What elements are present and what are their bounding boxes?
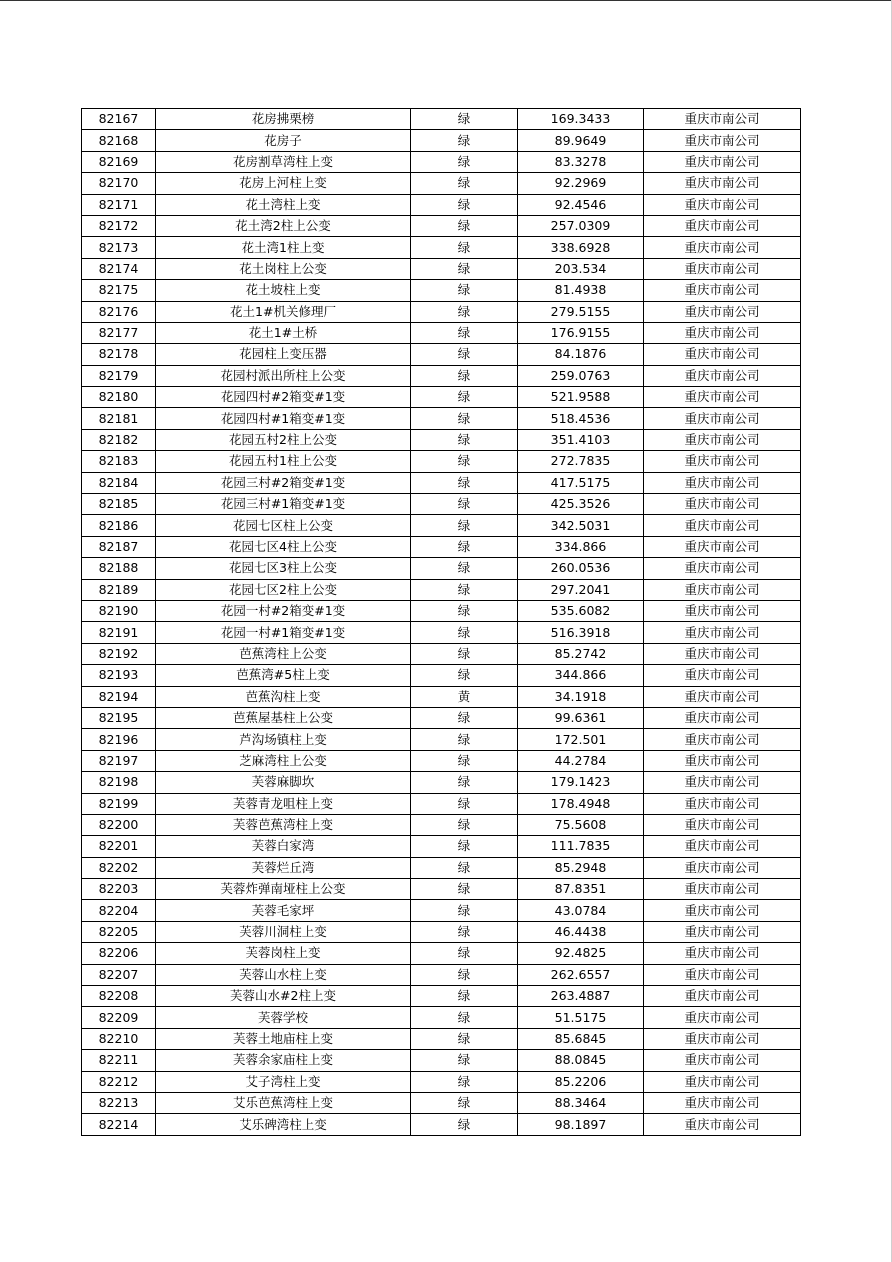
cell-id: 82193 xyxy=(82,665,156,686)
cell-value: 111.7835 xyxy=(518,836,644,857)
cell-name: 芙蓉白家湾 xyxy=(156,836,411,857)
cell-color: 绿 xyxy=(411,1071,518,1092)
cell-id: 82192 xyxy=(82,643,156,664)
table-row xyxy=(82,772,801,793)
cell-value: 46.4438 xyxy=(518,921,644,942)
cell-value: 279.5155 xyxy=(518,301,644,322)
cell-color: 绿 xyxy=(411,793,518,814)
cell-name: 芙蓉余家庙柱上变 xyxy=(156,1050,411,1071)
cell-value: 176.9155 xyxy=(518,322,644,343)
cell-id: 82167 xyxy=(82,109,156,130)
cell-name: 花园柱上变压器 xyxy=(156,344,411,365)
cell-color: 绿 xyxy=(411,280,518,301)
cell-id: 82188 xyxy=(82,558,156,579)
cell-company: 重庆市南公司 xyxy=(644,729,801,750)
cell-company: 重庆市南公司 xyxy=(644,1092,801,1113)
cell-company: 重庆市南公司 xyxy=(644,558,801,579)
table-row xyxy=(82,280,801,301)
cell-color: 绿 xyxy=(411,579,518,600)
cell-id: 82175 xyxy=(82,280,156,301)
cell-name: 芭蕉沟柱上变 xyxy=(156,686,411,707)
cell-company: 重庆市南公司 xyxy=(644,429,801,450)
cell-id: 82197 xyxy=(82,750,156,771)
cell-value: 34.1918 xyxy=(518,686,644,707)
cell-id: 82181 xyxy=(82,408,156,429)
cell-name: 芙蓉青龙咀柱上变 xyxy=(156,793,411,814)
cell-value: 342.5031 xyxy=(518,515,644,536)
cell-company: 重庆市南公司 xyxy=(644,1050,801,1071)
cell-id: 82185 xyxy=(82,494,156,515)
table-row xyxy=(82,665,801,686)
cell-id: 82212 xyxy=(82,1071,156,1092)
cell-company: 重庆市南公司 xyxy=(644,836,801,857)
cell-name: 花土坡柱上变 xyxy=(156,280,411,301)
table-row xyxy=(82,387,801,408)
table-row xyxy=(82,814,801,835)
cell-id: 82184 xyxy=(82,472,156,493)
cell-id: 82177 xyxy=(82,322,156,343)
cell-id: 82176 xyxy=(82,301,156,322)
table-row xyxy=(82,472,801,493)
cell-value: 169.3433 xyxy=(518,109,644,130)
cell-company: 重庆市南公司 xyxy=(644,1028,801,1049)
cell-name: 芭蕉湾柱上公变 xyxy=(156,643,411,664)
cell-name: 芙蓉炸弹南垭柱上公变 xyxy=(156,879,411,900)
cell-color: 绿 xyxy=(411,151,518,172)
cell-id: 82200 xyxy=(82,814,156,835)
table-row xyxy=(82,1092,801,1113)
cell-company: 重庆市南公司 xyxy=(644,301,801,322)
table-row xyxy=(82,237,801,258)
cell-id: 82204 xyxy=(82,900,156,921)
cell-value: 51.5175 xyxy=(518,1007,644,1028)
cell-id: 82187 xyxy=(82,536,156,557)
cell-value: 75.5608 xyxy=(518,814,644,835)
cell-name: 花土湾2柱上公变 xyxy=(156,215,411,236)
table-row xyxy=(82,1050,801,1071)
cell-company: 重庆市南公司 xyxy=(644,258,801,279)
cell-company: 重庆市南公司 xyxy=(644,387,801,408)
cell-company: 重庆市南公司 xyxy=(644,237,801,258)
cell-color: 绿 xyxy=(411,322,518,343)
cell-id: 82195 xyxy=(82,707,156,728)
cell-id: 82169 xyxy=(82,151,156,172)
cell-name: 花园五村2柱上公变 xyxy=(156,429,411,450)
cell-company: 重庆市南公司 xyxy=(644,322,801,343)
cell-value: 518.4536 xyxy=(518,408,644,429)
table-row xyxy=(82,322,801,343)
cell-company: 重庆市南公司 xyxy=(644,686,801,707)
cell-color: 绿 xyxy=(411,814,518,835)
cell-id: 82202 xyxy=(82,857,156,878)
cell-value: 344.866 xyxy=(518,665,644,686)
cell-value: 338.6928 xyxy=(518,237,644,258)
cell-name: 花园七区3柱上公变 xyxy=(156,558,411,579)
cell-color: 黄 xyxy=(411,686,518,707)
cell-value: 85.2742 xyxy=(518,643,644,664)
cell-color: 绿 xyxy=(411,215,518,236)
cell-color: 绿 xyxy=(411,879,518,900)
cell-color: 绿 xyxy=(411,130,518,151)
cell-id: 82210 xyxy=(82,1028,156,1049)
cell-color: 绿 xyxy=(411,707,518,728)
cell-id: 82183 xyxy=(82,451,156,472)
cell-company: 重庆市南公司 xyxy=(644,643,801,664)
cell-name: 花园五村1柱上公变 xyxy=(156,451,411,472)
cell-company: 重庆市南公司 xyxy=(644,986,801,1007)
cell-id: 82191 xyxy=(82,622,156,643)
cell-color: 绿 xyxy=(411,1050,518,1071)
cell-value: 87.8351 xyxy=(518,879,644,900)
cell-color: 绿 xyxy=(411,1092,518,1113)
cell-name: 花房上河柱上变 xyxy=(156,173,411,194)
cell-id: 82174 xyxy=(82,258,156,279)
table-row xyxy=(82,622,801,643)
cell-company: 重庆市南公司 xyxy=(644,173,801,194)
cell-color: 绿 xyxy=(411,986,518,1007)
cell-name: 花土湾1柱上变 xyxy=(156,237,411,258)
cell-id: 82186 xyxy=(82,515,156,536)
cell-id: 82182 xyxy=(82,429,156,450)
cell-name: 花房子 xyxy=(156,130,411,151)
cell-company: 重庆市南公司 xyxy=(644,857,801,878)
cell-value: 262.6557 xyxy=(518,964,644,985)
cell-name: 花土1#土桥 xyxy=(156,322,411,343)
table-row xyxy=(82,707,801,728)
cell-id: 82194 xyxy=(82,686,156,707)
cell-color: 绿 xyxy=(411,344,518,365)
cell-company: 重庆市南公司 xyxy=(644,1007,801,1028)
cell-id: 82171 xyxy=(82,194,156,215)
cell-company: 重庆市南公司 xyxy=(644,194,801,215)
cell-color: 绿 xyxy=(411,194,518,215)
cell-id: 82203 xyxy=(82,879,156,900)
cell-name: 花园三村#1箱变#1变 xyxy=(156,494,411,515)
cell-value: 84.1876 xyxy=(518,344,644,365)
cell-value: 425.3526 xyxy=(518,494,644,515)
table-row xyxy=(82,494,801,515)
cell-company: 重庆市南公司 xyxy=(644,536,801,557)
cell-company: 重庆市南公司 xyxy=(644,879,801,900)
cell-color: 绿 xyxy=(411,622,518,643)
cell-value: 89.9649 xyxy=(518,130,644,151)
cell-company: 重庆市南公司 xyxy=(644,579,801,600)
cell-id: 82189 xyxy=(82,579,156,600)
table-row xyxy=(82,194,801,215)
cell-company: 重庆市南公司 xyxy=(644,750,801,771)
cell-id: 82211 xyxy=(82,1050,156,1071)
table-row xyxy=(82,750,801,771)
cell-value: 85.6845 xyxy=(518,1028,644,1049)
cell-color: 绿 xyxy=(411,900,518,921)
cell-name: 艾乐芭蕉湾柱上变 xyxy=(156,1092,411,1113)
cell-value: 44.2784 xyxy=(518,750,644,771)
cell-value: 203.534 xyxy=(518,258,644,279)
cell-value: 521.9588 xyxy=(518,387,644,408)
table-row xyxy=(82,879,801,900)
cell-value: 417.5175 xyxy=(518,472,644,493)
cell-name: 花园一村#2箱变#1变 xyxy=(156,600,411,621)
cell-id: 82196 xyxy=(82,729,156,750)
cell-value: 43.0784 xyxy=(518,900,644,921)
cell-company: 重庆市南公司 xyxy=(644,365,801,386)
cell-id: 82173 xyxy=(82,237,156,258)
cell-id: 82172 xyxy=(82,215,156,236)
cell-name: 花园村派出所柱上公变 xyxy=(156,365,411,386)
cell-name: 花园七区柱上公变 xyxy=(156,515,411,536)
cell-color: 绿 xyxy=(411,387,518,408)
cell-company: 重庆市南公司 xyxy=(644,451,801,472)
cell-color: 绿 xyxy=(411,964,518,985)
cell-name: 芙蓉山水#2柱上变 xyxy=(156,986,411,1007)
cell-company: 重庆市南公司 xyxy=(644,665,801,686)
cell-color: 绿 xyxy=(411,408,518,429)
cell-color: 绿 xyxy=(411,451,518,472)
cell-name: 花土岗柱上公变 xyxy=(156,258,411,279)
cell-value: 92.4825 xyxy=(518,943,644,964)
cell-id: 82209 xyxy=(82,1007,156,1028)
cell-color: 绿 xyxy=(411,1114,518,1135)
table-row xyxy=(82,579,801,600)
cell-color: 绿 xyxy=(411,600,518,621)
cell-color: 绿 xyxy=(411,665,518,686)
cell-value: 257.0309 xyxy=(518,215,644,236)
cell-company: 重庆市南公司 xyxy=(644,280,801,301)
cell-id: 82168 xyxy=(82,130,156,151)
cell-company: 重庆市南公司 xyxy=(644,900,801,921)
cell-name: 花土湾柱上变 xyxy=(156,194,411,215)
cell-name: 花土1#机关修理厂 xyxy=(156,301,411,322)
cell-color: 绿 xyxy=(411,836,518,857)
cell-name: 芭蕉湾#5柱上变 xyxy=(156,665,411,686)
cell-id: 82206 xyxy=(82,943,156,964)
cell-color: 绿 xyxy=(411,857,518,878)
table-row xyxy=(82,857,801,878)
cell-value: 88.3464 xyxy=(518,1092,644,1113)
table-row xyxy=(82,921,801,942)
page-top-border xyxy=(0,0,892,1)
table-row xyxy=(82,729,801,750)
table-row xyxy=(82,964,801,985)
table-row xyxy=(82,515,801,536)
cell-value: 516.3918 xyxy=(518,622,644,643)
table-row xyxy=(82,151,801,172)
cell-company: 重庆市南公司 xyxy=(644,814,801,835)
cell-id: 82170 xyxy=(82,173,156,194)
cell-color: 绿 xyxy=(411,237,518,258)
cell-name: 艾乐碑湾柱上变 xyxy=(156,1114,411,1135)
cell-color: 绿 xyxy=(411,258,518,279)
table-row xyxy=(82,1114,801,1135)
cell-name: 芙蓉岗柱上变 xyxy=(156,943,411,964)
cell-value: 179.1423 xyxy=(518,772,644,793)
table-row xyxy=(82,258,801,279)
cell-name: 芝麻湾柱上公变 xyxy=(156,750,411,771)
cell-company: 重庆市南公司 xyxy=(644,408,801,429)
table-row xyxy=(82,1071,801,1092)
cell-company: 重庆市南公司 xyxy=(644,964,801,985)
cell-company: 重庆市南公司 xyxy=(644,793,801,814)
cell-color: 绿 xyxy=(411,472,518,493)
cell-company: 重庆市南公司 xyxy=(644,109,801,130)
cell-color: 绿 xyxy=(411,943,518,964)
table-row xyxy=(82,344,801,365)
cell-id: 82208 xyxy=(82,986,156,1007)
cell-id: 82198 xyxy=(82,772,156,793)
cell-color: 绿 xyxy=(411,558,518,579)
table-row xyxy=(82,986,801,1007)
cell-name: 花园七区2柱上公变 xyxy=(156,579,411,600)
cell-company: 重庆市南公司 xyxy=(644,772,801,793)
cell-company: 重庆市南公司 xyxy=(644,215,801,236)
cell-company: 重庆市南公司 xyxy=(644,130,801,151)
cell-value: 351.4103 xyxy=(518,429,644,450)
cell-value: 98.1897 xyxy=(518,1114,644,1135)
cell-value: 263.4887 xyxy=(518,986,644,1007)
cell-id: 82214 xyxy=(82,1114,156,1135)
table-row xyxy=(82,215,801,236)
cell-value: 272.7835 xyxy=(518,451,644,472)
cell-color: 绿 xyxy=(411,301,518,322)
cell-company: 重庆市南公司 xyxy=(644,472,801,493)
table-row xyxy=(82,558,801,579)
cell-name: 花房拂栗榜 xyxy=(156,109,411,130)
table-row xyxy=(82,1007,801,1028)
cell-value: 259.0763 xyxy=(518,365,644,386)
cell-name: 芙蓉山水柱上变 xyxy=(156,964,411,985)
cell-value: 297.2041 xyxy=(518,579,644,600)
table-row xyxy=(82,408,801,429)
cell-color: 绿 xyxy=(411,643,518,664)
cell-id: 82199 xyxy=(82,793,156,814)
cell-id: 82207 xyxy=(82,964,156,985)
cell-value: 172.501 xyxy=(518,729,644,750)
cell-color: 绿 xyxy=(411,921,518,942)
cell-name: 芙蓉川洞柱上变 xyxy=(156,921,411,942)
table-row xyxy=(82,793,801,814)
cell-value: 99.6361 xyxy=(518,707,644,728)
cell-name: 芙蓉芭蕉湾柱上变 xyxy=(156,814,411,835)
cell-value: 83.3278 xyxy=(518,151,644,172)
cell-id: 82201 xyxy=(82,836,156,857)
cell-company: 重庆市南公司 xyxy=(644,622,801,643)
cell-name: 花园四村#2箱变#1变 xyxy=(156,387,411,408)
table-row xyxy=(82,643,801,664)
cell-company: 重庆市南公司 xyxy=(644,344,801,365)
cell-name: 芙蓉烂丘湾 xyxy=(156,857,411,878)
table-row xyxy=(82,301,801,322)
table-row xyxy=(82,173,801,194)
cell-color: 绿 xyxy=(411,772,518,793)
table-row xyxy=(82,900,801,921)
cell-value: 81.4938 xyxy=(518,280,644,301)
cell-value: 88.0845 xyxy=(518,1050,644,1071)
table-row xyxy=(82,429,801,450)
cell-color: 绿 xyxy=(411,536,518,557)
table-row xyxy=(82,943,801,964)
table-row xyxy=(82,686,801,707)
table-row xyxy=(82,365,801,386)
cell-color: 绿 xyxy=(411,429,518,450)
cell-name: 花园一村#1箱变#1变 xyxy=(156,622,411,643)
table-row xyxy=(82,536,801,557)
cell-id: 82190 xyxy=(82,600,156,621)
cell-company: 重庆市南公司 xyxy=(644,494,801,515)
cell-company: 重庆市南公司 xyxy=(644,707,801,728)
cell-value: 260.0536 xyxy=(518,558,644,579)
table-row xyxy=(82,836,801,857)
cell-company: 重庆市南公司 xyxy=(644,1071,801,1092)
cell-company: 重庆市南公司 xyxy=(644,1114,801,1135)
cell-id: 82213 xyxy=(82,1092,156,1113)
cell-id: 82178 xyxy=(82,344,156,365)
cell-name: 花园七区4柱上公变 xyxy=(156,536,411,557)
table-row xyxy=(82,109,801,130)
table-row xyxy=(82,451,801,472)
cell-name: 花园三村#2箱变#1变 xyxy=(156,472,411,493)
table-body xyxy=(82,109,801,1136)
cell-color: 绿 xyxy=(411,515,518,536)
cell-color: 绿 xyxy=(411,1007,518,1028)
cell-id: 82205 xyxy=(82,921,156,942)
cell-company: 重庆市南公司 xyxy=(644,921,801,942)
cell-color: 绿 xyxy=(411,109,518,130)
table-row xyxy=(82,1028,801,1049)
cell-color: 绿 xyxy=(411,1028,518,1049)
cell-value: 85.2948 xyxy=(518,857,644,878)
cell-value: 334.866 xyxy=(518,536,644,557)
cell-name: 花园四村#1箱变#1变 xyxy=(156,408,411,429)
cell-value: 535.6082 xyxy=(518,600,644,621)
cell-company: 重庆市南公司 xyxy=(644,943,801,964)
cell-value: 92.2969 xyxy=(518,173,644,194)
cell-name: 芙蓉土地庙柱上变 xyxy=(156,1028,411,1049)
cell-name: 芦沟场镇柱上变 xyxy=(156,729,411,750)
cell-color: 绿 xyxy=(411,173,518,194)
table-row xyxy=(82,130,801,151)
table-row xyxy=(82,600,801,621)
cell-company: 重庆市南公司 xyxy=(644,600,801,621)
cell-value: 178.4948 xyxy=(518,793,644,814)
cell-color: 绿 xyxy=(411,750,518,771)
cell-color: 绿 xyxy=(411,365,518,386)
cell-name: 艾子湾柱上变 xyxy=(156,1071,411,1092)
cell-name: 花房割草湾柱上变 xyxy=(156,151,411,172)
data-table xyxy=(81,108,801,1136)
cell-id: 82179 xyxy=(82,365,156,386)
cell-color: 绿 xyxy=(411,494,518,515)
cell-name: 芙蓉学校 xyxy=(156,1007,411,1028)
cell-name: 芭蕉屋基柱上公变 xyxy=(156,707,411,728)
cell-company: 重庆市南公司 xyxy=(644,515,801,536)
cell-value: 85.2206 xyxy=(518,1071,644,1092)
cell-company: 重庆市南公司 xyxy=(644,151,801,172)
cell-name: 芙蓉麻脚坎 xyxy=(156,772,411,793)
cell-name: 芙蓉毛家坪 xyxy=(156,900,411,921)
cell-value: 92.4546 xyxy=(518,194,644,215)
cell-color: 绿 xyxy=(411,729,518,750)
cell-id: 82180 xyxy=(82,387,156,408)
